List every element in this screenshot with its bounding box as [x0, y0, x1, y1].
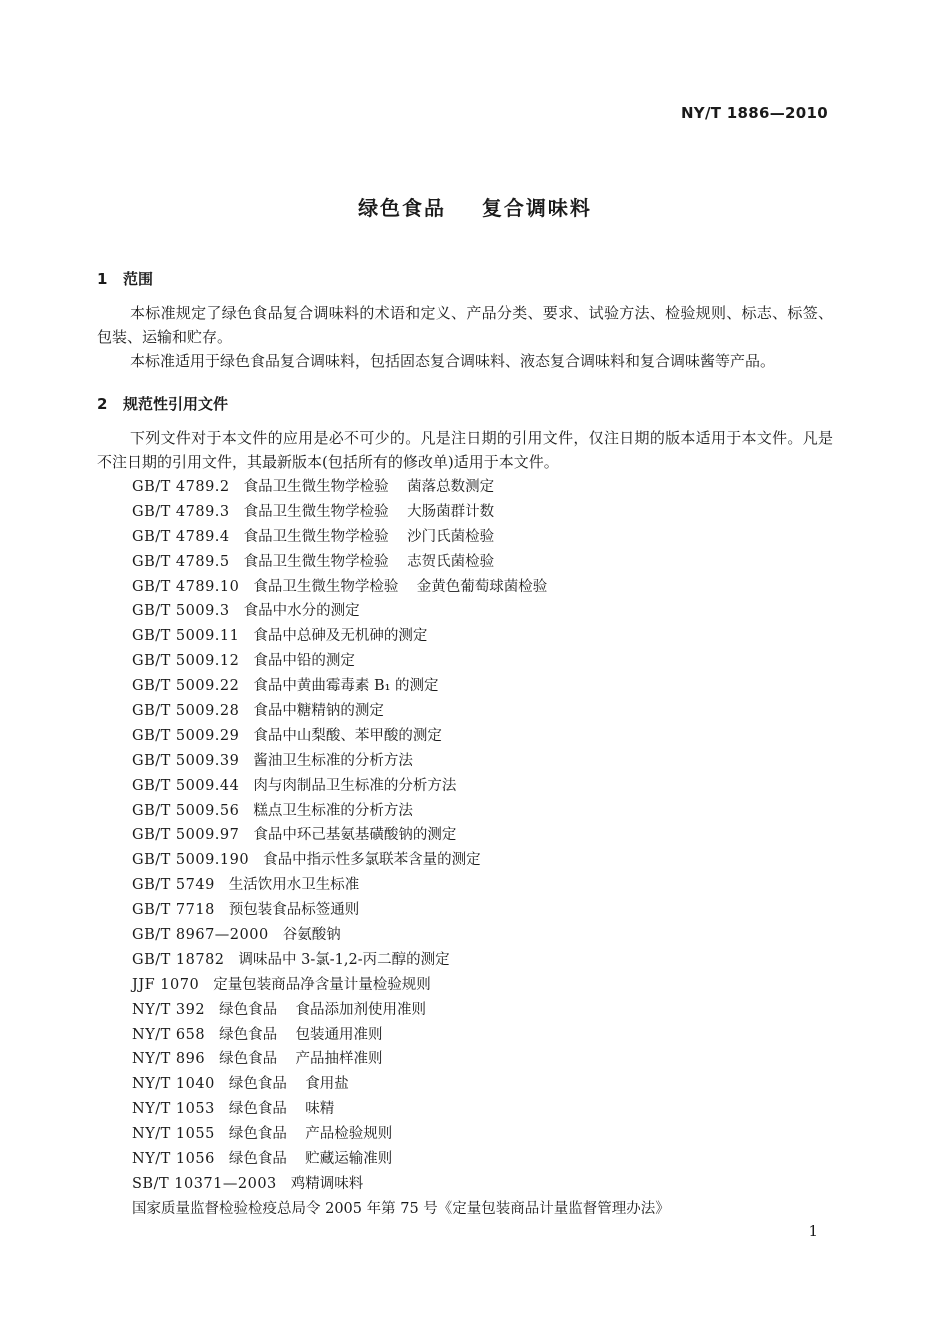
- reference-item: [132, 500, 670, 525]
- reference-item: [132, 923, 670, 948]
- reference-item: [132, 699, 670, 724]
- section-heading-scope: [97, 268, 153, 289]
- reference-title: 食品中环己基氨基磺酸钠的测定: [253, 827, 457, 844]
- reference-item: [132, 550, 670, 575]
- reference-title: 生活饮用水卫生标准: [228, 877, 360, 894]
- reference-item: [132, 1122, 670, 1147]
- reference-code: GB/T 5009.3: [132, 603, 230, 620]
- reference-code: GB/T 5009.11: [132, 628, 240, 645]
- reference-code: GB/T 5009.97: [132, 827, 240, 844]
- reference-item: [132, 1172, 670, 1197]
- reference-item: [132, 774, 670, 799]
- reference-title: 绿色食品 贮藏运输准则: [228, 1151, 393, 1168]
- reference-code: GB/T 5009.190: [132, 852, 250, 869]
- reference-item: [132, 1072, 670, 1097]
- reference-title: 食品中糖精钠的测定: [253, 703, 384, 720]
- reference-title: 绿色食品 食品添加剂使用准则: [219, 1001, 427, 1018]
- reference-title: 绿色食品 产品抽样准则: [219, 1051, 383, 1068]
- reference-item: [132, 575, 670, 600]
- reference-title: 食品卫生微生物学检验 菌落总数测定: [243, 479, 495, 495]
- section-number: 2: [97, 395, 108, 413]
- reference-code: NY/T 1056: [132, 1151, 215, 1168]
- reference-title: 食品中水分的测定: [243, 603, 360, 620]
- reference-title: 调味品中 3-氯-1,2-丙二醇的测定: [238, 951, 450, 968]
- reference-code: NY/T 658: [132, 1026, 206, 1043]
- reference-code: GB/T 4789.2: [132, 479, 230, 495]
- reference-title: 肉与肉制品卫生标准的分析方法: [253, 777, 457, 794]
- reference-code: GB/T 5009.39: [132, 752, 240, 769]
- reference-title: 绿色食品 食用盐: [228, 1076, 349, 1093]
- reference-title: 食品卫生微生物学检验 大肠菌群计数: [243, 503, 495, 520]
- section-title: 规范性引用文件: [123, 395, 229, 413]
- reference-item: [132, 749, 670, 774]
- reference-title: 糕点卫生标准的分析方法: [253, 802, 413, 819]
- reference-title: 绿色食品 味精: [228, 1101, 335, 1118]
- reference-title: 谷氨酸钠: [282, 927, 341, 944]
- reference-code: GB/T 5009.29: [132, 727, 240, 744]
- reference-item: [132, 898, 670, 923]
- reference-item: [132, 873, 670, 898]
- reference-code: GB/T 8967—2000: [132, 927, 269, 944]
- section-heading-normative-references: [97, 393, 228, 414]
- reference-item: [132, 998, 670, 1023]
- reference-code: GB/T 4789.10: [132, 578, 240, 595]
- reference-code: NY/T 896: [132, 1051, 206, 1068]
- reference-title: 鸡精调味料: [290, 1175, 364, 1192]
- section-title: 范围: [123, 270, 154, 288]
- document-title: 绿色食品 复合调味料: [358, 196, 592, 220]
- scope-paragraph-1: 本标准规定了绿色食品复合调味料的术语和定义、产品分类、要求、试验方法、检验规则、标志、标签、包装、运输和贮存。: [97, 304, 833, 346]
- scope-paragraph-2: 本标准适用于绿色食品复合调味料，包括固态复合调味料、液态复合调味料和复合调味酱等产品。: [130, 352, 776, 370]
- reference-code: GB/T 5749: [132, 877, 215, 894]
- reference-item: [132, 674, 670, 699]
- reference-item: [132, 525, 670, 550]
- reference-title: 绿色食品 包装通用准则: [219, 1026, 383, 1043]
- reference-code: NY/T 1040: [132, 1076, 215, 1093]
- reference-title: 食品中黄曲霉毒素 B₁ 的测定: [253, 678, 439, 695]
- reference-title: 国家质量监督检验检疫总局令 2005 年第 75 号《定量包装商品计量监督管理办法》: [132, 1200, 670, 1217]
- reference-item: [132, 1197, 670, 1222]
- reference-item: [132, 475, 670, 500]
- reference-item: [132, 948, 670, 973]
- reference-title: 食品中铅的测定: [253, 653, 355, 670]
- references-intro-paragraph: 下列文件对于本文件的应用是必不可少的。凡是注日期的引用文件，仅注日期的版本适用于本文件。凡是不注日期的引用文件，其最新版本(包括所有的修改单)适用于本文件。: [97, 429, 833, 471]
- reference-item: [132, 1097, 670, 1122]
- reference-title: 食品中总砷及无机砷的测定: [253, 628, 428, 645]
- reference-item: [132, 624, 670, 649]
- reference-code: GB/T 5009.12: [132, 653, 240, 670]
- reference-item: [132, 1047, 670, 1072]
- reference-item: [132, 1023, 670, 1048]
- reference-title: 食品卫生微生物学检验 沙门氏菌检验: [243, 528, 495, 545]
- reference-item: [132, 823, 670, 848]
- reference-title: 绿色食品 产品检验规则: [228, 1126, 393, 1143]
- reference-title: 预包装食品标签通则: [228, 902, 360, 919]
- reference-code: GB/T 5009.28: [132, 703, 240, 720]
- reference-item: [132, 649, 670, 674]
- reference-list: [132, 475, 670, 1222]
- reference-item: [132, 1147, 670, 1172]
- reference-title: 酱油卫生标准的分析方法: [253, 752, 413, 769]
- reference-code: GB/T 4789.3: [132, 503, 230, 520]
- reference-title: 食品卫生微生物学检验 志贺氏菌检验: [243, 553, 495, 570]
- reference-code: GB/T 18782: [132, 951, 225, 968]
- reference-title: 食品中山梨酸、苯甲酸的测定: [253, 727, 442, 744]
- reference-code: GB/T 4789.5: [132, 553, 230, 570]
- section-number: 1: [97, 270, 108, 288]
- reference-code: NY/T 1055: [132, 1126, 215, 1143]
- reference-title: 定量包装商品净含量计量检验规则: [213, 976, 431, 993]
- reference-title: 食品中指示性多氯联苯含量的测定: [263, 852, 481, 869]
- reference-code: GB/T 7718: [132, 902, 215, 919]
- standard-code: NY/T 1886—2010: [680, 104, 828, 122]
- reference-code: GB/T 5009.22: [132, 678, 240, 695]
- reference-code: GB/T 4789.4: [132, 528, 230, 545]
- reference-item: [132, 848, 670, 873]
- reference-code: GB/T 5009.56: [132, 802, 240, 819]
- reference-title: 食品卫生微生物学检验 金黄色葡萄球菌检验: [253, 578, 548, 595]
- page-number: 1: [808, 1222, 818, 1240]
- reference-item: [132, 799, 670, 824]
- reference-code: GB/T 5009.44: [132, 777, 240, 794]
- reference-code: NY/T 1053: [132, 1101, 215, 1118]
- reference-code: SB/T 10371—2003: [132, 1175, 277, 1192]
- reference-code: NY/T 392: [132, 1001, 206, 1018]
- reference-item: [132, 599, 670, 624]
- reference-item: [132, 724, 670, 749]
- reference-code: JJF 1070: [132, 976, 200, 993]
- reference-item: [132, 973, 670, 998]
